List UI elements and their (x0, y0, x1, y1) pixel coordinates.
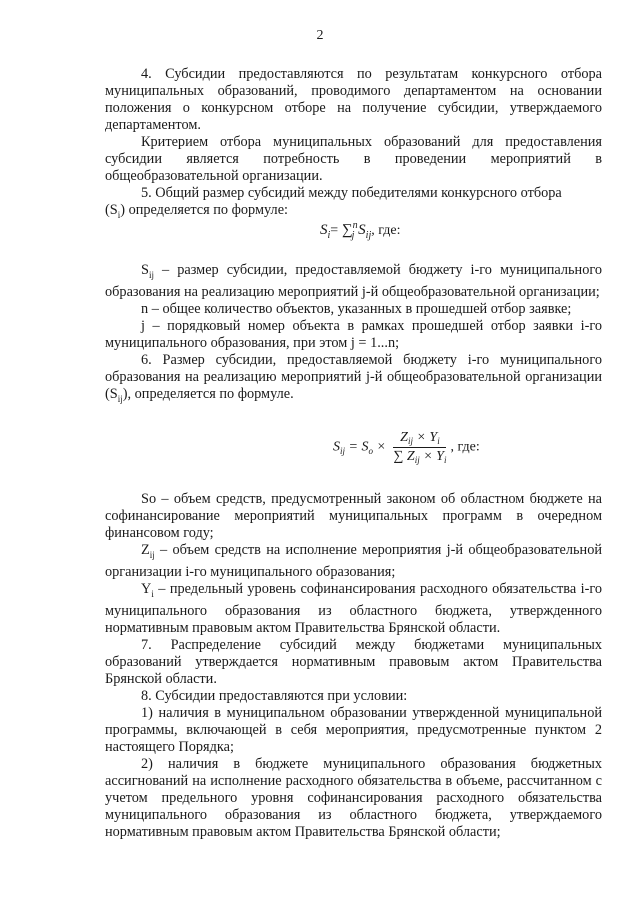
paragraph-8-item-1: 1) наличия в муниципальном образовании утвержденной муниципальной программы, включающей в себя мероприятия, предусмотренные пунктом 2 настоящего Порядка; (105, 704, 602, 755)
paragraph-criterion: Критерием отбора муниципальных образований для предоставления субсидии является потребность в проведении мероприятий в общеобразовательной организации. (105, 134, 602, 184)
paragraph-8: 8. Субсидии предоставляются при условии: (141, 687, 408, 704)
section-b (105, 262, 602, 408)
section-c (105, 491, 602, 841)
page-number: 2 (316, 28, 324, 43)
paragraph-5-tail: $(S_i)$ определяется по формуле: (105, 202, 289, 220)
definition-n: n – общее количество объектов, указанных в прошедшей отбор заявке; (141, 300, 572, 317)
section-a (105, 66, 602, 224)
definition-j: j – порядковый номер объекта в рамках прошедшей отбор заявки i-го муниципального образования, при этом j = 1...n; (105, 317, 602, 351)
paragraph-6: 6. Размер субсидии, предоставляемой бюджету i-го муниципального образования на реализацию мероприятий j-й общеобразовательной организации $(S_{ij})$, определяется по формуле. (105, 351, 602, 404)
paragraph-5 (105, 185, 602, 224)
paragraph-8-item-2: 2) наличия в бюджете муниципального образования бюджетных ассигнований на исполнение расходного обязательства в объеме, рассчитанном с учетом предельного уровня софинансирования расходного обязательства муниципального образования из областного бюджета, утверждаемого нормативным правовым актом Правительства Брянской области; (105, 755, 602, 840)
formula-subsidy-total: $S_i= \sum^n_j$ $S_{ij}$, где: (320, 220, 401, 241)
paragraph-7: 7. Распределение субсидий между бюджетами муниципальных образований утверждается нормативным правовым актом Правительства Брянской области. (105, 636, 602, 687)
definition-yi: $Y_i$ – предельный уровень софинансирования расходного обязательства i-го муниципального образования из областного бюджета, утвержденного нормативным правовым актом Правительства Брянской области. (105, 580, 602, 636)
paragraph-5-text: 5. Общий размер субсидий между победителями конкурсного отбора (141, 185, 562, 201)
formula-subsidy-distribution: $S_{ij} = S_o$ × $\frac{Z_{ij} \times Y_i}{\sum Z_{ij} \times Y_i}$ , где: (333, 430, 480, 465)
definition-so: So – объем средств, предусмотренный законом об областном бюджете на софинансирование мероприятий муниципальных программ в очередном финансовом году; (105, 491, 602, 541)
formula-fraction: $\frac{Z_{ij} \times Y_i}{\sum Z_{ij} \times Y_i}$ (393, 430, 447, 465)
definition-zij: $Z_{ij}$ – объем средств на исполнение мероприятия j-й общеобразовательной организации i-го муниципального образования; (105, 542, 602, 580)
definition-sij: $S_{ij}$ – размер субсидии, предоставляемой бюджету i-го муниципального образования на реализацию мероприятий j-й общеобразовательной организации; (105, 262, 602, 300)
paragraph-4: 4. Субсидии предоставляются по результатам конкурсного отбора муниципальных образований, проводимого департаментом на основании положения о конкурсном отборе на получение субсидии, утверждаемого департаментом. (105, 66, 602, 133)
